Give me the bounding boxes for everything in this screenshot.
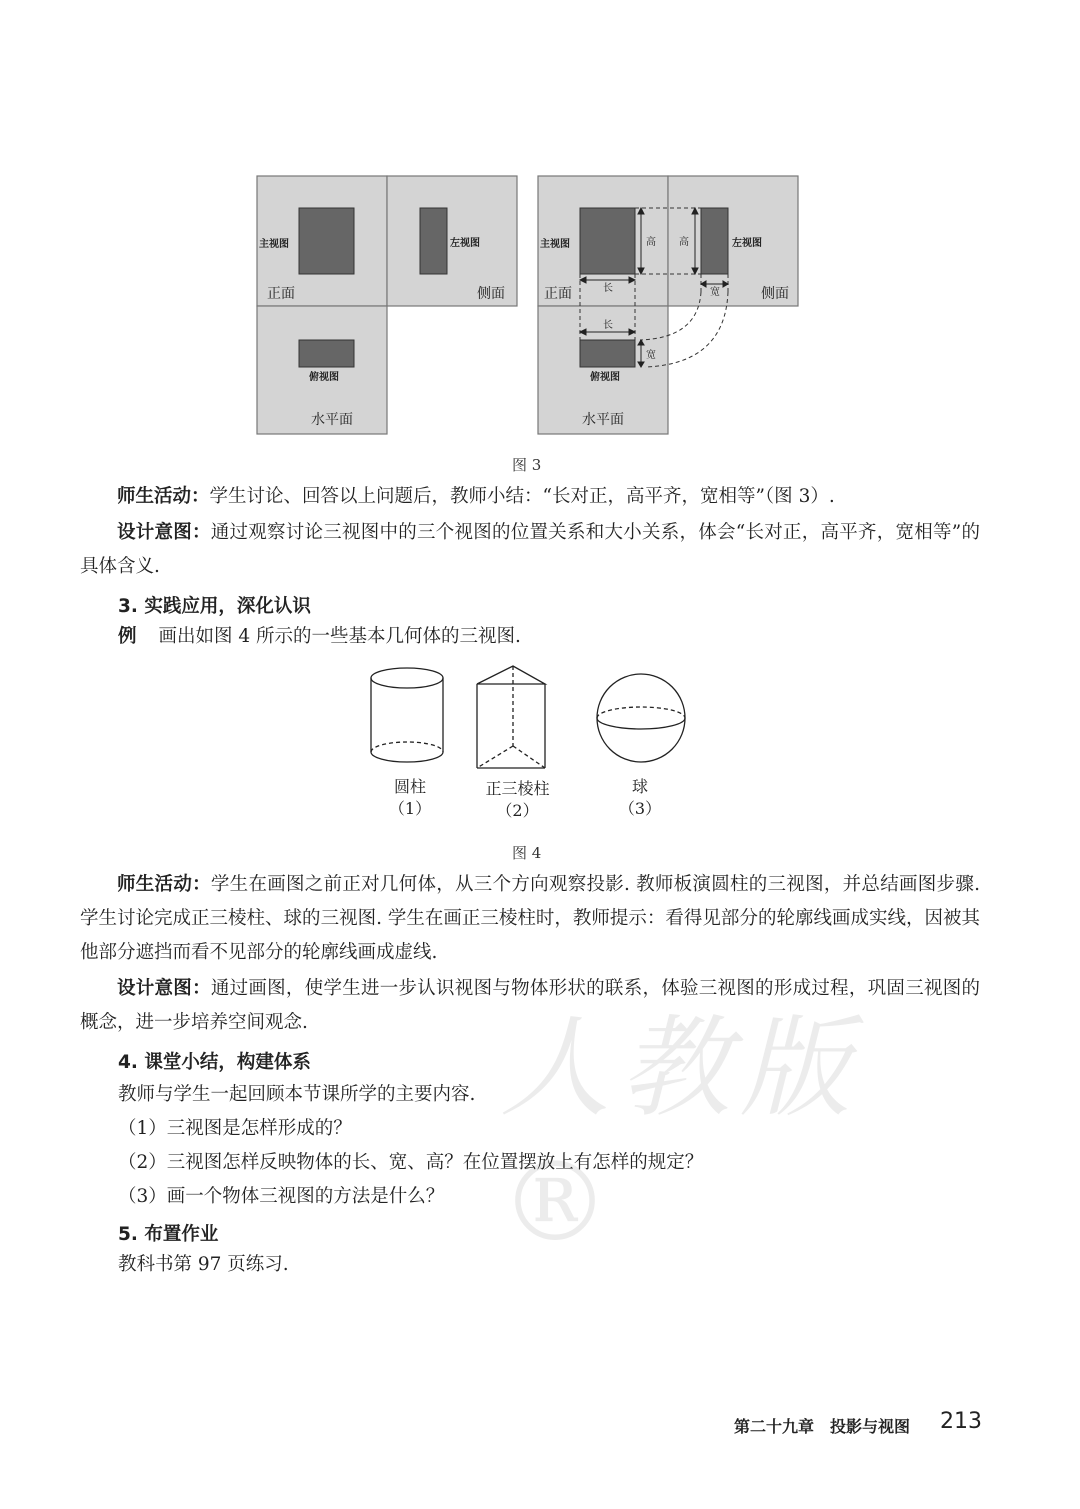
example-label: 例	[118, 626, 137, 647]
figure-3-caption: 图 3	[512, 456, 542, 474]
figure-4-label-1	[370, 776, 450, 820]
label: 俯视图	[590, 372, 620, 383]
homework-line: 教科书第 97 页练习.	[118, 1254, 289, 1275]
section-heading-4: 4. 课堂小结，构建体系	[118, 1052, 311, 1073]
figure-4-caption: 图 4	[512, 844, 542, 862]
triangular-prism-shape	[477, 666, 545, 768]
label: 侧面	[477, 286, 505, 302]
sphere-shape	[597, 674, 685, 762]
paragraph-design-intent-2	[80, 972, 980, 1040]
example-line	[118, 620, 521, 654]
figure-4-diagram	[365, 664, 695, 774]
figure-4-label-2	[470, 778, 565, 822]
paragraph-design-intent-1	[80, 516, 980, 584]
label: 水平面	[582, 412, 624, 428]
paragraph-lead: 师生活动：	[117, 874, 211, 895]
shape-number: （3）	[618, 799, 662, 818]
shape-name: 正三棱柱	[485, 779, 550, 798]
shape-number: （2）	[496, 801, 539, 820]
paragraph-lead: 师生活动：	[117, 486, 210, 507]
shape-number: （1）	[388, 799, 432, 818]
label: 水平面	[311, 412, 353, 428]
label: 主视图	[540, 239, 570, 250]
label: 正面	[544, 286, 572, 302]
paragraph-lead: 设计意图：	[117, 978, 211, 999]
dim-label: 高	[646, 237, 656, 248]
figure-3-left	[257, 176, 517, 434]
label: 侧面	[761, 286, 789, 302]
section-heading-5: 5. 布置作业	[118, 1224, 219, 1245]
paragraph-teacher-activity-1	[80, 480, 980, 514]
section-heading-3: 3. 实践应用，深化认识	[118, 596, 311, 617]
label: 主视图	[259, 239, 289, 250]
label: 左视图	[732, 238, 762, 249]
paragraph-teacher-activity-2	[80, 868, 980, 970]
figure-3-diagram	[255, 174, 800, 436]
footer-chapter: 第二十九章 投影与视图	[734, 1417, 911, 1436]
shape-name: 球	[631, 777, 648, 796]
figure-4-label-3	[600, 776, 680, 820]
dim-label: 长	[603, 283, 613, 294]
paragraph-text: 通过观察讨论三视图中的三个视图的位置关系和大小关系，体会“长对正，高平齐，宽相等”的具体含义.	[80, 522, 980, 577]
paragraph-text: 学生讨论、回答以上问题后，教师小结：“长对正，高平齐，宽相等”（图 3）.	[209, 486, 835, 507]
question-item: （3）画一个物体三视图的方法是什么？	[118, 1186, 445, 1207]
cylinder-shape	[371, 668, 443, 762]
summary-intro: 教师与学生一起回顾本节课所学的主要内容.	[118, 1084, 476, 1105]
paragraph-text: 学生在画图之前正对几何体，从三个方向观察投影. 教师板演圆柱的三视图，并总结画图步骤. 学生讨论完成正三棱柱、球的三视图. 学生在画正三棱柱时，教师提示：看得见部分的轮廓线画成实线，因被其他部分遮挡而看不见部分的轮廓线画成虚线.	[80, 874, 980, 963]
question-item: （2）三视图怎样反映物体的长、宽、高？在位置摆放上有怎样的规定？	[118, 1152, 704, 1173]
example-text: 画出如图 4 所示的一些基本几何体的三视图.	[158, 626, 521, 647]
label: 俯视图	[309, 372, 339, 383]
dim-label: 长	[603, 320, 613, 331]
paragraph-lead: 设计意图：	[117, 522, 211, 543]
shape-name: 圆柱	[393, 777, 426, 796]
page-number: 213	[940, 1409, 982, 1434]
dim-label: 宽	[646, 350, 656, 361]
label: 左视图	[450, 238, 480, 249]
dim-label: 高	[679, 237, 689, 248]
label: 正面	[267, 286, 295, 302]
watermark: 人教版®	[500, 1004, 860, 1266]
figure-3-right	[538, 176, 798, 434]
paragraph-text: 通过画图，使学生进一步认识视图与物体形状的联系，体验三视图的形成过程，巩固三视图的概念，进一步培养空间观念.	[80, 978, 980, 1033]
question-item: （1）三视图是怎样形成的？	[118, 1118, 352, 1139]
dim-label: 宽	[710, 287, 720, 298]
